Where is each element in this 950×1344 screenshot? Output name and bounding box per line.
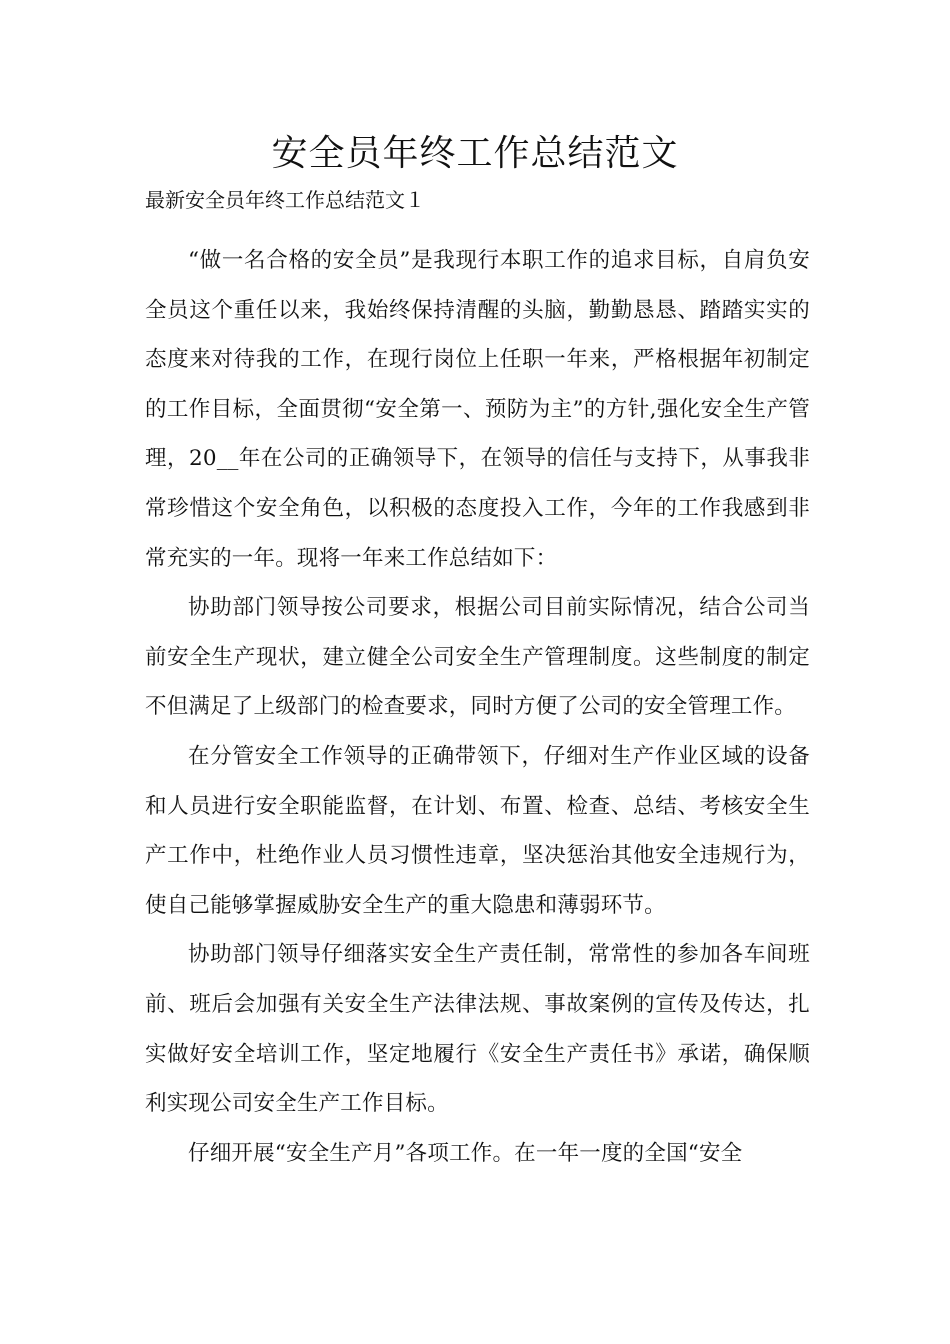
document-title: 安全员年终工作总结范文 [271, 133, 679, 174]
paragraph: “做一名合格的安全员”是我现行本职工作的追求目标，自肩负安全员这个重任以来，我始终保持清醒的头脑，勤勤恳恳、踏踏实实的态度来对待我的工作，在现行岗位上任职一年来，严格根据年初制定的工作目标，全面贯彻“安全第一、预防为主”的方针,强化安全生产管理，20__年在公司的正确领导下，在领导的信任与支持下，从事我非常珍惜这个安全角色，以积极的态度投入工作，今年的工作我感到非常充实的一年。现将一年来工作总结如下： [145, 248, 810, 571]
paragraph: 协助部门领导按公司要求，根据公司目前实际情况，结合公司当前安全生产现状，建立健全公司安全生产管理制度。这些制度的制定不但满足了上级部门的检查要求，同时方便了公司的安全管理工作。 [145, 595, 810, 720]
paragraph: 在分管安全工作领导的正确带领下，仔细对生产作业区域的设备和人员进行安全职能监督，在计划、布置、检查、总结、考核安全生产工作中，杜绝作业人员习惯性违章，坚决惩治其他安全违规行为，使自己能够掌握威胁安全生产的重大隐患和薄弱环节。 [145, 743, 810, 918]
document-subtitle: 最新安全员年终工作总结范文１ [145, 188, 425, 212]
paragraph: 仔细开展“安全生产月”各项工作。在一年一度的全国“安全 [188, 1140, 743, 1166]
document-body [145, 236, 810, 1178]
paragraph: 协助部门领导仔细落实安全生产责任制，常常性的参加各车间班前、班后会加强有关安全生产法律法规、事故案例的宣传及传达，扎实做好安全培训工作，坚定地履行《安全生产责任书》承诺，确保顺利实现公司安全生产工作目标。 [145, 942, 810, 1117]
